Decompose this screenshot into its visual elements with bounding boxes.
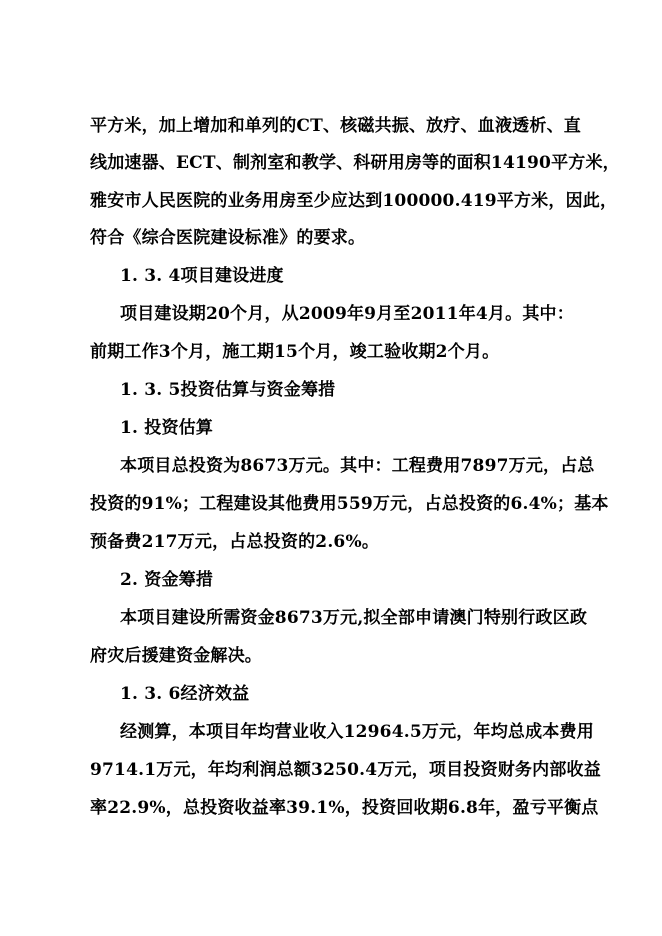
paragraph-line: 项目建设期20个月，从2009年9月至2011年4月。其中： bbox=[120, 304, 574, 324]
paragraph-line: 雅安市人民医院的业务用房至少应达到100000.419平方米，因此， bbox=[90, 191, 618, 211]
section-heading: 1. 3. 5投资估算与资金筹措 bbox=[120, 380, 336, 400]
paragraph-line: 投资的91%；工程建设其他费用559万元，占总投资的6.4%；基本 bbox=[90, 494, 609, 514]
paragraph-line: 率22.9%，总投资收益率39.1%，投资回收期6.8年，盈亏平衡点 bbox=[90, 798, 599, 818]
paragraph-line: 预备费217万元，占总投资的2.6%。 bbox=[90, 532, 380, 552]
section-heading: 1. 3. 6经济效益 bbox=[120, 684, 250, 704]
paragraph-line: 本项目总投资为8673万元。其中：工程费用7897万元，占总 bbox=[120, 456, 595, 476]
paragraph-line: 府灾后援建资金解决。 bbox=[90, 646, 262, 666]
paragraph-line: 9714.1万元，年均利润总额3250.4万元，项目投资财务内部收益 bbox=[90, 760, 601, 780]
subsection-heading: 2. 资金筹措 bbox=[120, 570, 214, 590]
paragraph-line: 本项目建设所需资金8673万元,拟全部申请澳门特别行政区政 bbox=[120, 608, 588, 628]
section-heading: 1. 3. 4项目建设进度 bbox=[120, 266, 284, 286]
subsection-heading: 1. 投资估算 bbox=[120, 418, 214, 438]
paragraph-line: 线加速器、ECT、制剂室和教学、科研用房等的面积14190平方米， bbox=[90, 153, 620, 173]
paragraph-line: 符合《综合医院建设标准》的要求。 bbox=[90, 228, 366, 248]
paragraph-line: 平方米，加上增加和单列的CT、核磁共振、放疗、血液透析、直 bbox=[90, 116, 581, 136]
paragraph-line: 前期工作3个月，施工期15个月，竣工验收期2个月。 bbox=[90, 342, 500, 362]
paragraph-line: 经测算，本项目年均营业收入12964.5万元，年均总成本费用 bbox=[120, 722, 594, 742]
